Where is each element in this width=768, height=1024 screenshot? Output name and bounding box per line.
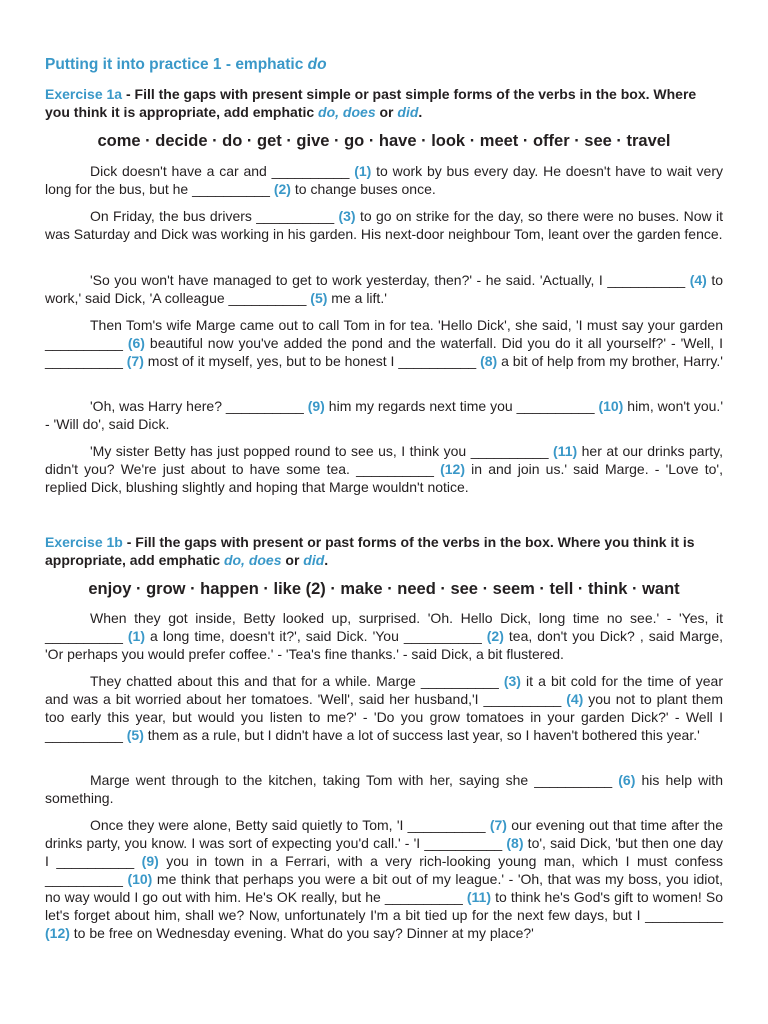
title-text: Putting it into practice 1 - emphatic [45,56,308,73]
text: When they got inside, Betty looked up, surprised. 'Oh. Hello Dick, long time no see.' - 'Yes, it __________ [45,610,723,644]
gap-number: (6) [127,335,145,351]
text: me think that perhaps you were a bit out of my league.' - 'Oh, that was my boss, you idiot, no way would I go out with him. He's OK really, but he __________ [45,871,723,905]
text: him, won't you.' - 'Will do', said Dick. [45,398,723,432]
text: to', said Dick, 'but then one day I __________ [45,835,723,869]
exercise-1a-text [45,316,723,370]
paragraph [45,316,723,370]
gap-number: (4) [689,272,707,288]
text: to change buses once. [290,181,436,197]
gap-number: (7) [126,353,144,369]
instr-or: or [281,552,304,568]
paragraph [45,771,723,807]
gap-number: (8) [480,353,498,369]
gap-number: (1) [354,163,372,179]
text: in and join us.' said Marge. - 'Love to', replied Dick, blushing slightly and hoping that Marge wouldn't notice. [45,461,723,495]
verb-box-1b: enjoy · grow · happen · like (2) · make · need · see · seem · tell · think · want [88,580,680,598]
paragraph [45,271,723,307]
page-title [45,56,327,74]
exercise-1b-text [45,672,723,744]
instr-or: or [375,104,398,120]
text: beautiful now you've added the pond and the waterfall. Did you do it all yourself?' - 'Well, I __________ [45,335,723,369]
gap-number: (11) [553,443,578,459]
exercise-1a-text [45,207,723,243]
text: On Friday, the bus drivers __________ [90,208,339,224]
text: you in town in a Ferrari, with a very rich-looking young man, which I must confess __________ [45,853,724,887]
exercise-1a-instructions [45,85,723,121]
gap-number: (1) [127,628,146,644]
text: 'So you won't have managed to get to work yesterday, then?' - he said. 'Actually, I __________ [90,272,690,288]
exercise-1b-text [45,609,723,663]
text: to work by bus every day. He doesn't have to wait very long for the bus, but he __________ [45,163,723,197]
gap-number: (7) [489,817,507,833]
instr-text: - Fill the gaps with present or past forms of the verbs in the box. Where you think it is appropriate, add emphatic [45,534,695,568]
text: most of it myself, yes, but to be honest I __________ [143,353,481,369]
text: his help with something. [45,772,723,806]
paragraph [45,609,723,663]
exercise-1b-text [45,816,723,942]
title-emphasis: do [307,56,327,73]
paragraph [45,207,723,243]
gap-number: (11) [466,889,491,905]
gap-number: (4) [566,691,584,707]
exercise-1b-label: Exercise 1b [45,534,123,550]
text: tea, don't you Dick? , said Marge, 'Or perhaps you would prefer coffee.' - 'Tea's fine thanks.' - said Dick, a bit flustered. [45,628,723,662]
exercise-1a-text [45,271,723,307]
text: Once they were alone, Betty said quietly to Tom, 'I __________ [90,817,490,833]
text: Dick doesn't have a car and __________ [90,163,355,179]
gap-number: (3) [503,673,521,689]
text: a bit of help from my brother, Harry.' [497,353,723,369]
gap-number: (2) [273,181,291,197]
text: me a lift.' [327,290,387,306]
gap-number: (2) [486,628,504,644]
text: to think he's God's gift to women! So let's forget about him, shall we? Now, unfortunately I'm a bit tied up for the next few days, but I __________ [45,889,723,923]
emphatic-did: did [303,552,325,568]
paragraph [45,672,723,744]
gap-number: (5) [310,290,328,306]
verb-box-1a: come · decide · do · get · give · go · have · look · meet · offer · see · travel [97,132,671,150]
gap-number: (3) [338,208,356,224]
paragraph [45,397,723,433]
text: 'My sister Betty has just popped round to see us, I think you __________ [90,443,554,459]
gap-number: (5) [126,727,144,743]
text: them as a rule, but I didn't have a lot of success last year, so I haven't bothered this year.' [143,727,700,743]
paragraph [45,816,723,942]
gap-number: (6) [618,772,636,788]
gap-number: (8) [506,835,524,851]
text: to be free on Wednesday evening. What do you say? Dinner at my place?' [69,925,534,941]
text: her at our drinks party, didn't you? We're just about to have some tea. __________ [45,443,723,477]
gap-number: (12) [45,925,70,941]
text: it a bit cold for the time of year and was a bit worried about her tomatoes. 'Well', said her husband,'I __________ [45,673,724,707]
exercise-1b-text [45,771,723,807]
text: Marge went through to the kitchen, taking Tom with her, saying she __________ [90,772,619,788]
text: 'Oh, was Harry here? __________ [90,398,308,414]
paragraph [45,162,723,198]
exercise-1a-text [45,397,723,433]
emphatic-forms: do, does [223,552,282,568]
paragraph [45,442,723,496]
exercise-1a-text [45,162,723,198]
emphatic-forms: do, does [318,104,376,120]
exercise-1a-label: Exercise 1a [45,86,123,102]
gap-number: (10) [127,871,153,887]
instr-dot: . [324,552,329,568]
instr-text: - Fill the gaps with present simple or past simple forms of the verbs in the box. Where you think it is appropriate, add emphatic [45,86,697,120]
text: you not to plant them too early this year, but would you listen to me?' - 'Do you grow tomatoes in your garden Dick?' - Well I __________ [45,691,723,743]
exercise-1b-instructions [45,533,723,569]
text: a long time, doesn't it?', said Dick. 'You __________ [145,628,487,644]
text: Then Tom's wife Marge came out to call Tom in for tea. 'Hello Dick', she said, 'I must say your garden __________ [45,317,723,351]
exercise-1a [45,85,723,151]
exercise-1a-text [45,442,723,496]
emphatic-did: did [397,104,419,120]
gap-number: (9) [141,853,159,869]
gap-number: (10) [598,398,624,414]
text: to go on strike for the day, so there were no buses. Now it was Saturday and Dick was working in his garden. His next-door neighbour Tom, leant over the garden fence. [45,208,723,242]
text: to work,' said Dick, 'A colleague __________ [45,272,723,306]
instr-dot: . [418,104,423,120]
text: our evening out that time after the drinks party, you know. I was sort of expecting you'd call.' - 'I __________ [45,817,723,851]
gap-number: (9) [307,398,325,414]
text: him my regards next time you __________ [324,398,599,414]
text: They chatted about this and that for a while. Marge __________ [90,673,504,689]
gap-number: (12) [440,461,466,477]
exercise-1b [45,533,723,599]
